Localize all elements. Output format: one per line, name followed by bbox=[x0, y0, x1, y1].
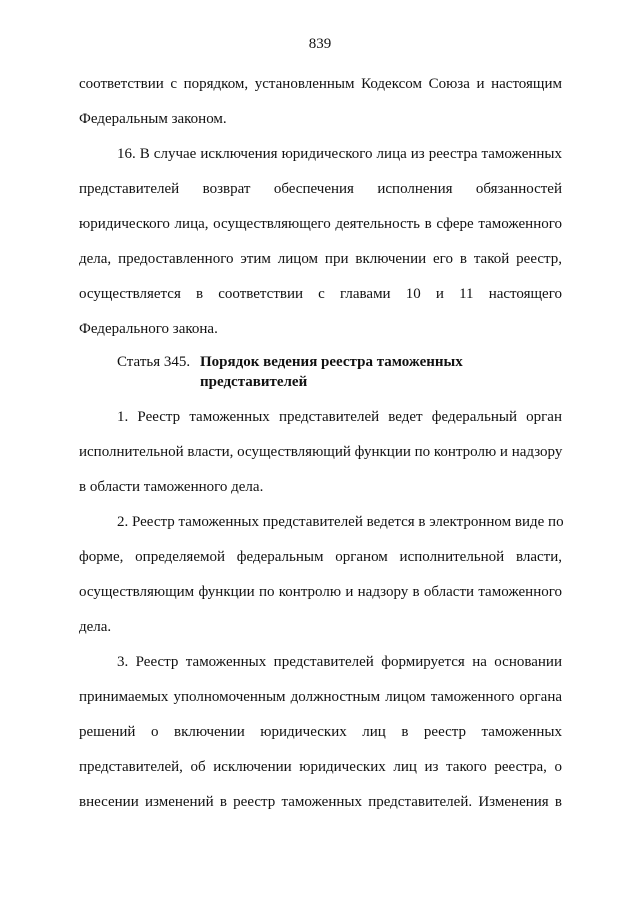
text-line: дела. bbox=[79, 619, 112, 635]
text-line: дела, предоставленного этим лицом при включении его в такой реестр, bbox=[79, 251, 562, 267]
text-line: форме, определяемой федеральным органом исполнительной власти, bbox=[79, 549, 562, 565]
text-line: представителей возврат обеспечения исполнения обязанностей bbox=[79, 181, 562, 197]
article-title-line-2: представителей bbox=[200, 374, 308, 390]
paragraph-3-first-line: 3. Реестр таможенных представителей формируется на основании bbox=[117, 654, 562, 670]
text-line: юридического лица, осуществляющего деятельность в сфере таможенного bbox=[79, 216, 562, 232]
text-line: соответствии с порядком, установленным Кодексом Союза и настоящим bbox=[79, 76, 562, 92]
text-line: Федерального закона. bbox=[79, 321, 218, 337]
paragraph-1-first-line: 1. Реестр таможенных представителей ведет федеральный орган bbox=[117, 409, 562, 425]
page-number: 839 bbox=[308, 36, 332, 52]
text-line: внесении изменений в реестр таможенных представителей. Изменения в bbox=[79, 794, 562, 810]
text-line: принимаемых уполномоченным должностным лицом таможенного органа bbox=[79, 689, 562, 705]
text-line: осуществляется в соответствии с главами 10 и 11 настоящего bbox=[79, 286, 562, 302]
text-line: исполнительной власти, осуществляющий функции по контролю и надзору bbox=[79, 444, 563, 460]
paragraph-16-first-line: 16. В случае исключения юридического лица из реестра таможенных bbox=[117, 146, 562, 162]
article-number: Статья 345. bbox=[117, 354, 191, 370]
text-line: осуществляющим функции по контролю и надзору в области таможенного bbox=[79, 584, 562, 600]
text-line: решений о включении юридических лиц в реестр таможенных bbox=[79, 724, 562, 740]
text-line: в области таможенного дела. bbox=[79, 479, 264, 495]
text-line: Федеральным законом. bbox=[79, 111, 227, 127]
text-line: представителей, об исключении юридических лиц из такого реестра, о bbox=[79, 759, 562, 775]
article-title-line-1: Порядок ведения реестра таможенных bbox=[200, 354, 463, 370]
paragraph-2-first-line: 2. Реестр таможенных представителей ведется в электронном виде по bbox=[117, 514, 564, 530]
